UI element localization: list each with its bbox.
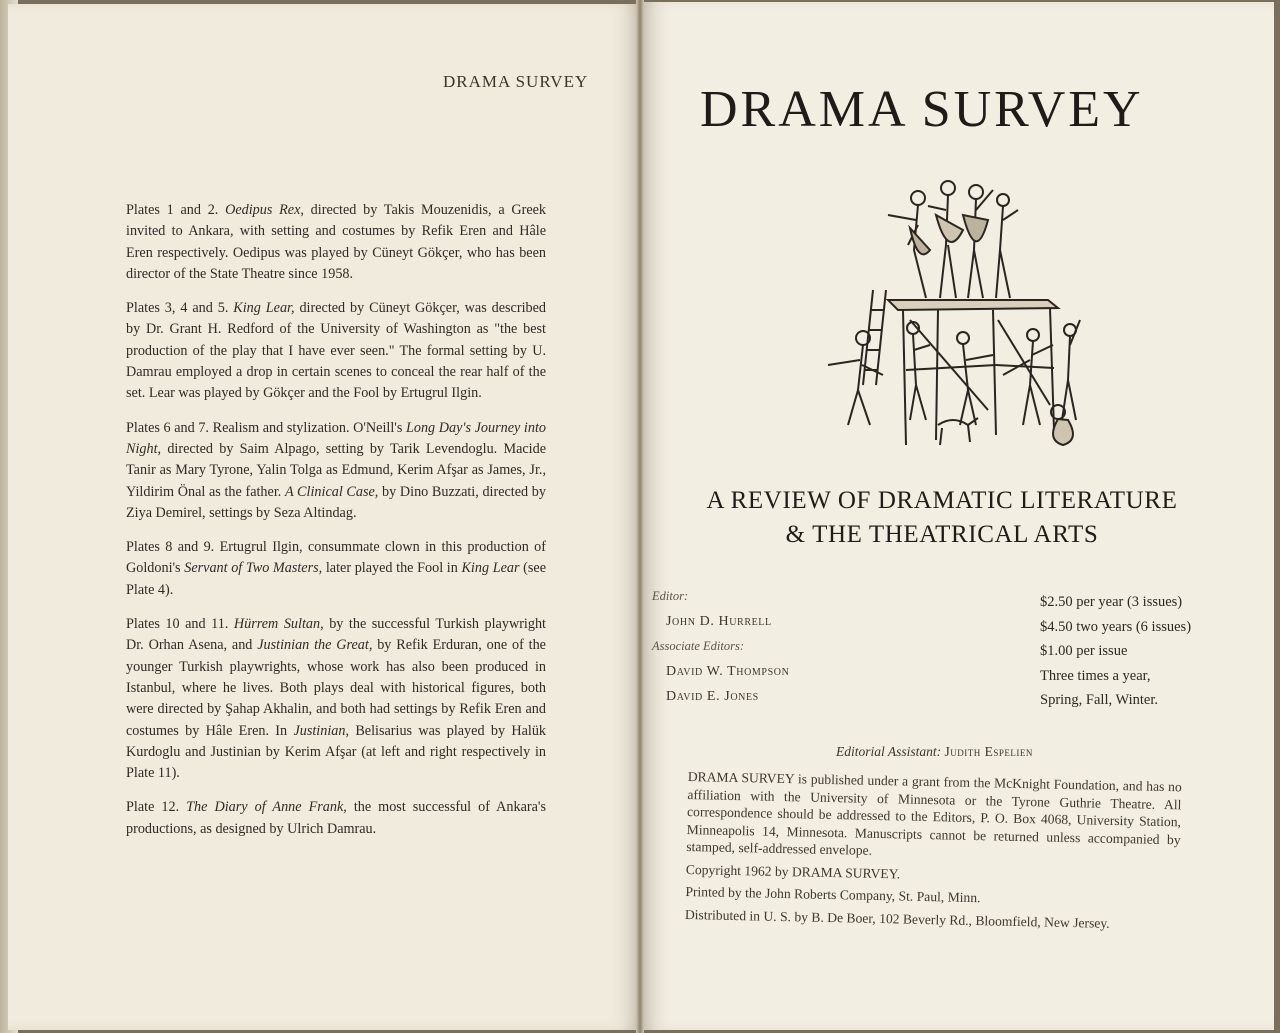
editorial-assistant xyxy=(836,744,1033,760)
play-title: King Lear, xyxy=(233,300,295,317)
play-title: King Lear xyxy=(461,560,520,577)
associate-editor-1: David W. Thompson xyxy=(666,664,790,679)
assistant-name: Judith Espelien xyxy=(944,744,1033,759)
subtitle-line-1: A REVIEW OF DRAMATIC LITERATURE xyxy=(706,487,1178,514)
journal-subtitle xyxy=(668,484,1216,552)
copyright-line: Copyright 1962 by DRAMA SURVEY. xyxy=(685,861,901,881)
plate-label: Plates 3, 4 and 5. xyxy=(126,300,229,317)
price-line: Three times a year, xyxy=(1040,667,1151,684)
plate-caption-4 xyxy=(126,537,546,601)
play-title: Hürrem Sultan, xyxy=(233,616,324,633)
editor-name: John D. Hurrell xyxy=(666,614,772,629)
plate-label: Plates 8 and 9. xyxy=(126,539,215,556)
plate-caption-2 xyxy=(126,298,546,404)
book-gutter xyxy=(636,0,644,1033)
journal-title: DRAMA SURVEY xyxy=(700,81,1144,138)
notice-text: DRAMA SURVEY is published under a grant from the McKnight Foundation, and has no affiliation with the University of Minnesota or the Tyrone Guthrie Theatre. All correspondence should be addressed to the Editors, P. O. Box 4068, University Station, Minneapolis 14, Minnesota. Manuscripts cannot be returned unless accompanied by stamped, self-addressed envelope. xyxy=(686,768,1182,858)
plate-text: later played the Fool in xyxy=(322,560,462,577)
distributor-line: Distributed in U. S. by B. De Boer, 102 Beverly Rd., Bloomfield, New Jersey. xyxy=(684,906,1110,931)
plate-text: Realism and stylization. O'Neill's xyxy=(208,419,406,436)
plate-caption-6 xyxy=(126,797,546,840)
publication-notice xyxy=(685,768,1182,938)
plate-text: by the successful Turkish playwright Dr. Orhan Asena, and xyxy=(126,616,546,654)
associate-editors-label: Associate Editors: xyxy=(652,639,745,653)
play-title: Oedipus Rex, xyxy=(225,202,304,218)
plate-text: Ertugrul Ilgin, consummate clown in this production of Goldoni's xyxy=(126,539,546,577)
assistant-label: Editorial Assistant: xyxy=(836,744,942,759)
subscription-prices xyxy=(1040,590,1230,713)
plate-caption-1 xyxy=(126,200,546,285)
price-line: $2.50 per year (3 issues) xyxy=(1040,594,1183,610)
plate-text: Belisarius was played by Halük Kurdoglu and Justinian by Kerim Afşar (at left and right respectively in Plate 11). xyxy=(126,722,547,782)
plate-text: the most successful of Ankara's productions, as designed by Ulrich Damrau. xyxy=(126,799,547,837)
price-line: Spring, Fall, Winter. xyxy=(1040,692,1158,708)
play-title: Justinian, xyxy=(293,722,350,739)
play-title: The Diary of Anne Frank, xyxy=(186,799,347,816)
plate-text: by Dino Buzzati, directed by Ziya Demirel, settings by Seza Altindag. xyxy=(126,483,546,521)
play-title: A Clinical Case, xyxy=(284,483,379,500)
plate-label: Plates 6 and 7. xyxy=(126,419,209,436)
plate-label: Plates 10 and 11. xyxy=(126,616,229,633)
plate-label: Plate 12. xyxy=(126,799,180,816)
running-head: DRAMA SURVEY xyxy=(443,72,589,91)
associate-editor-2: David E. Jones xyxy=(666,689,759,704)
plate-text: by Refik Erduran, one of the younger Turkish playwrights, whose work has also been produced in Istanbul, where he lives. Both plays deal with historical figures, both were directed by Şahap Akhalin, and both had settings by Refik Eren and costumes by Hâle Eren. In xyxy=(126,637,546,739)
theatre-scaffold-illustration xyxy=(818,170,1088,455)
plate-captions xyxy=(126,200,546,853)
plate-text: directed by Cüneyt Gökçer, was described by Dr. Grant H. Redford of the University of Washington as "the best production of the play that I have ever seen." The formal setting by U. Damrau employed a drop in certain scenes to conceal the rear half of the set. Lear was played by Gökçer and the Fool by Ertugrul Ilgin. xyxy=(126,300,547,402)
plate-caption-3 xyxy=(126,418,546,524)
plate-label: Plates 1 and 2. xyxy=(126,202,219,218)
printer-line: Printed by the John Roberts Company, St. Paul, Minn. xyxy=(685,883,981,906)
plate-text: directed by Saim Alpago, setting by Tarik Levendoglu. Macide Tanir as Mary Tyrone, Yalin Tolga as Edmund, Kerim Afşar as James, Jr., Yildirim Önal as the father. xyxy=(126,440,546,500)
editor-label: Editor: xyxy=(652,589,689,603)
price-line: $4.50 two years (6 issues) xyxy=(1040,618,1192,635)
play-title: Servant of Two Masters, xyxy=(184,560,323,577)
play-title: Long Day's Journey into Night, xyxy=(126,419,546,457)
editors-block xyxy=(652,584,952,709)
subtitle-line-2: & THE THEATRICAL ARTS xyxy=(785,521,1099,548)
plate-caption-5 xyxy=(126,614,546,784)
play-title: Justinian the Great, xyxy=(257,637,373,654)
plate-text: directed by Takis Mouzenidis, a Greek invited to Ankara, with setting and costumes by Refik Eren and Hâle Eren respectively. Oedipus was played by Cüneyt Gökçer, who has been director of the State Theatre since 1958. xyxy=(126,202,547,282)
plate-text: (see Plate 4). xyxy=(126,560,546,598)
price-line: $1.00 per issue xyxy=(1040,643,1128,659)
